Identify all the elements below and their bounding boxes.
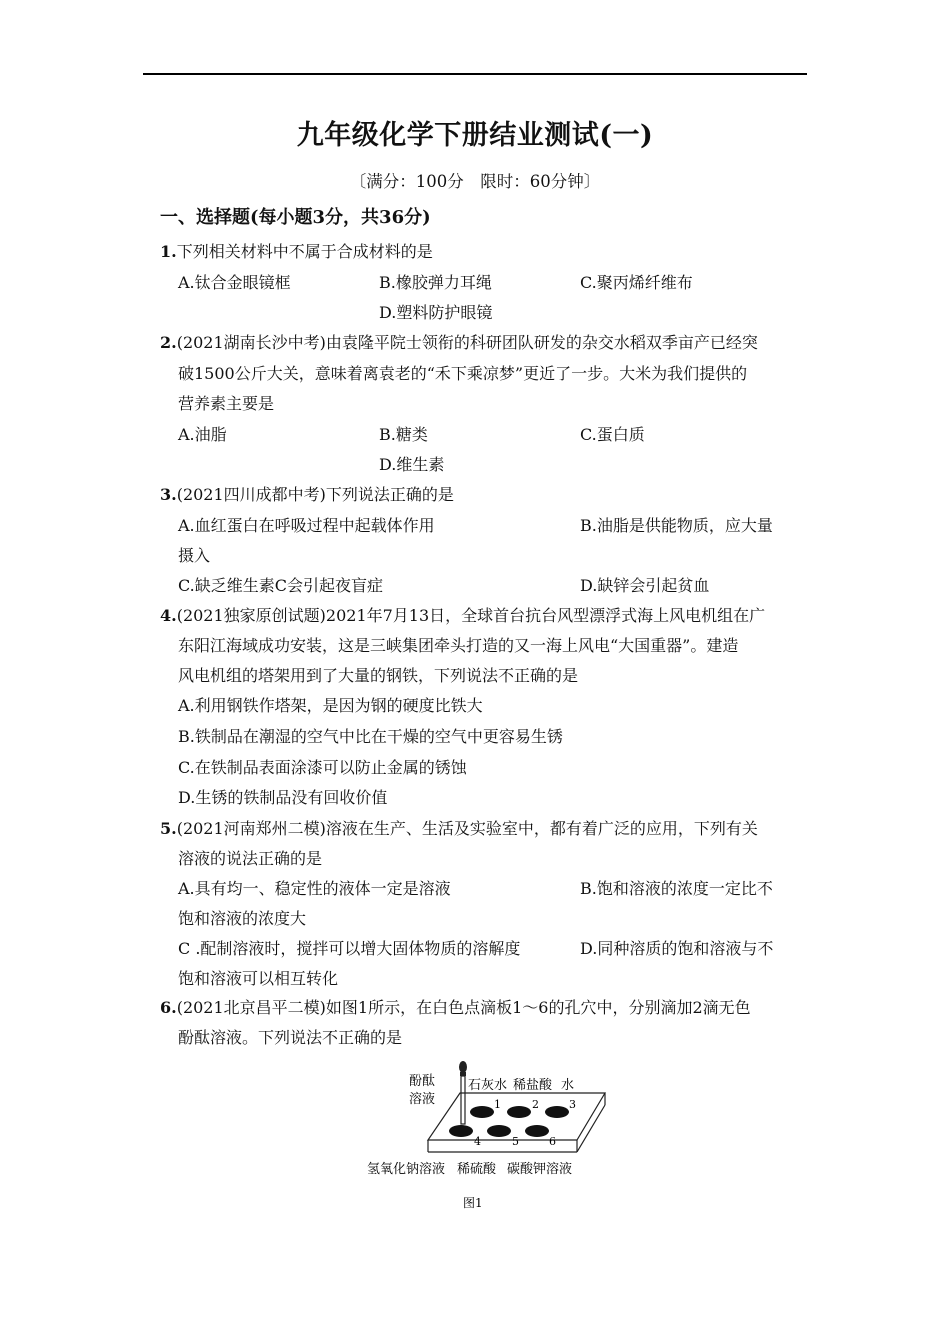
q2-option-c: C.蛋白质 xyxy=(580,425,645,444)
label-naoh: 氢氧化钠溶液 xyxy=(367,1162,446,1177)
top-rule xyxy=(143,73,807,75)
label-lime-water: 石灰水 xyxy=(468,1078,508,1093)
well-6 xyxy=(525,1125,549,1137)
well-4 xyxy=(449,1125,473,1137)
q3-option-a: A.血红蛋白在呼吸过程中起载体作用 xyxy=(178,516,435,535)
question-4-stem-line2: 东阳江海域成功安装，这是三峡集团牵头打造的又一海上风电“大国重器”。建造 xyxy=(178,636,739,655)
question-4-stem-line3: 风电机组的塔架用到了大量的钢铁，下列说法不正确的是 xyxy=(178,666,579,685)
well-number-5: 5 xyxy=(512,1135,519,1148)
q1-option-c: C.聚丙烯纤维布 xyxy=(580,273,693,292)
label-k2co3: 碳酸钾溶液 xyxy=(507,1162,573,1177)
spot-plate-figure xyxy=(365,1055,610,1215)
question-2-stem-line2: 破1500公斤大关，意味着离袁老的“禾下乘凉梦”更近了一步。大米为我们提供的 xyxy=(178,364,748,383)
well-2 xyxy=(507,1106,531,1118)
label-water: 水 xyxy=(561,1078,575,1093)
well-number-2: 2 xyxy=(532,1098,539,1111)
q2-option-b: B.糖类 xyxy=(379,425,428,444)
q4-option-b: B.铁制品在潮湿的空气中比在干燥的空气中更容易生锈 xyxy=(178,727,563,746)
q4-option-a: A.利用钢铁作塔架，是因为钢的硬度比铁大 xyxy=(178,696,483,715)
well-1 xyxy=(470,1106,494,1118)
q2-option-a: A.油脂 xyxy=(178,425,227,444)
well-5 xyxy=(487,1125,511,1137)
q5-option-a: A.具有均一、稳定性的液体一定是溶液 xyxy=(178,879,451,898)
well-number-1: 1 xyxy=(494,1098,501,1111)
question-1-stem: 1.下列相关材料中不属于合成材料的是 xyxy=(160,242,433,261)
well-number-6: 6 xyxy=(549,1135,556,1148)
q5-option-b-cont: 饱和溶液的浓度大 xyxy=(178,909,307,928)
page-title: 九年级化学下册结业测试(一) xyxy=(296,120,654,151)
q1-option-d: D.塑料防护眼镜 xyxy=(379,303,493,322)
well-3 xyxy=(545,1106,569,1118)
label-dilute-hcl: 稀盐酸 xyxy=(513,1078,553,1093)
q3-option-b-cont: 摄入 xyxy=(178,546,211,565)
q5-option-d: D.同种溶质的饱和溶液与不 xyxy=(580,939,774,958)
q1-option-a: A.钛合金眼镜框 xyxy=(178,273,291,292)
q3-option-d: D.缺锌会引起贫血 xyxy=(580,576,710,595)
well-number-4: 4 xyxy=(474,1135,481,1148)
score-time-info: 〔满分：100分 限时：60分钟〕 xyxy=(349,172,601,191)
q3-option-c: C.缺乏维生素C会引起夜盲症 xyxy=(178,576,384,595)
dropper-label-1: 酚酞 xyxy=(409,1074,436,1089)
question-5-stem-line2: 溶液的说法正确的是 xyxy=(178,849,323,868)
question-5-stem: 5.(2021河南郑州二模)溶液在生产、生活及实验室中，都有着广泛的应用，下列有关 xyxy=(160,819,758,838)
q2-option-d: D.维生素 xyxy=(379,455,445,474)
question-4-stem: 4.(2021独家原创试题)2021年7月13日，全球首台抗台风型漂浮式海上风电机组在广 xyxy=(160,606,766,625)
question-2-stem: 2.(2021湖南长沙中考)由袁隆平院士领衔的科研团队研发的杂交水稻双季亩产已经突 xyxy=(160,333,758,352)
question-2-stem-line3: 营养素主要是 xyxy=(178,394,275,413)
q1-option-b: B.橡胶弹力耳绳 xyxy=(379,273,492,292)
question-6-stem-line2: 酚酞溶液。下列说法不正确的是 xyxy=(178,1028,403,1047)
dropper-label-2: 溶液 xyxy=(409,1092,436,1107)
q4-option-c: C.在铁制品表面涂漆可以防止金属的锈蚀 xyxy=(178,758,467,777)
q4-option-d: D.生锈的铁制品没有回收价值 xyxy=(178,788,388,807)
section-heading: 一、选择题(每小题3分，共36分) xyxy=(160,207,431,228)
q3-option-b: B.油脂是供能物质，应大量 xyxy=(580,516,773,535)
question-3-stem: 3.(2021四川成都中考)下列说法正确的是 xyxy=(160,485,454,504)
q5-option-c: C .配制溶液时，搅拌可以增大固体物质的溶解度 xyxy=(178,939,521,958)
well-number-3: 3 xyxy=(569,1098,576,1111)
figure-caption: 图1 xyxy=(463,1196,483,1210)
q5-option-b: B.饱和溶液的浓度一定比不 xyxy=(580,879,773,898)
label-dilute-h2so4: 稀硫酸 xyxy=(457,1162,497,1177)
question-6-stem: 6.(2021北京昌平二模)如图1所示，在白色点滴板1～6的孔穴中，分别滴加2滴无色 xyxy=(160,998,751,1017)
q5-option-d-cont: 饱和溶液可以相互转化 xyxy=(178,969,339,988)
